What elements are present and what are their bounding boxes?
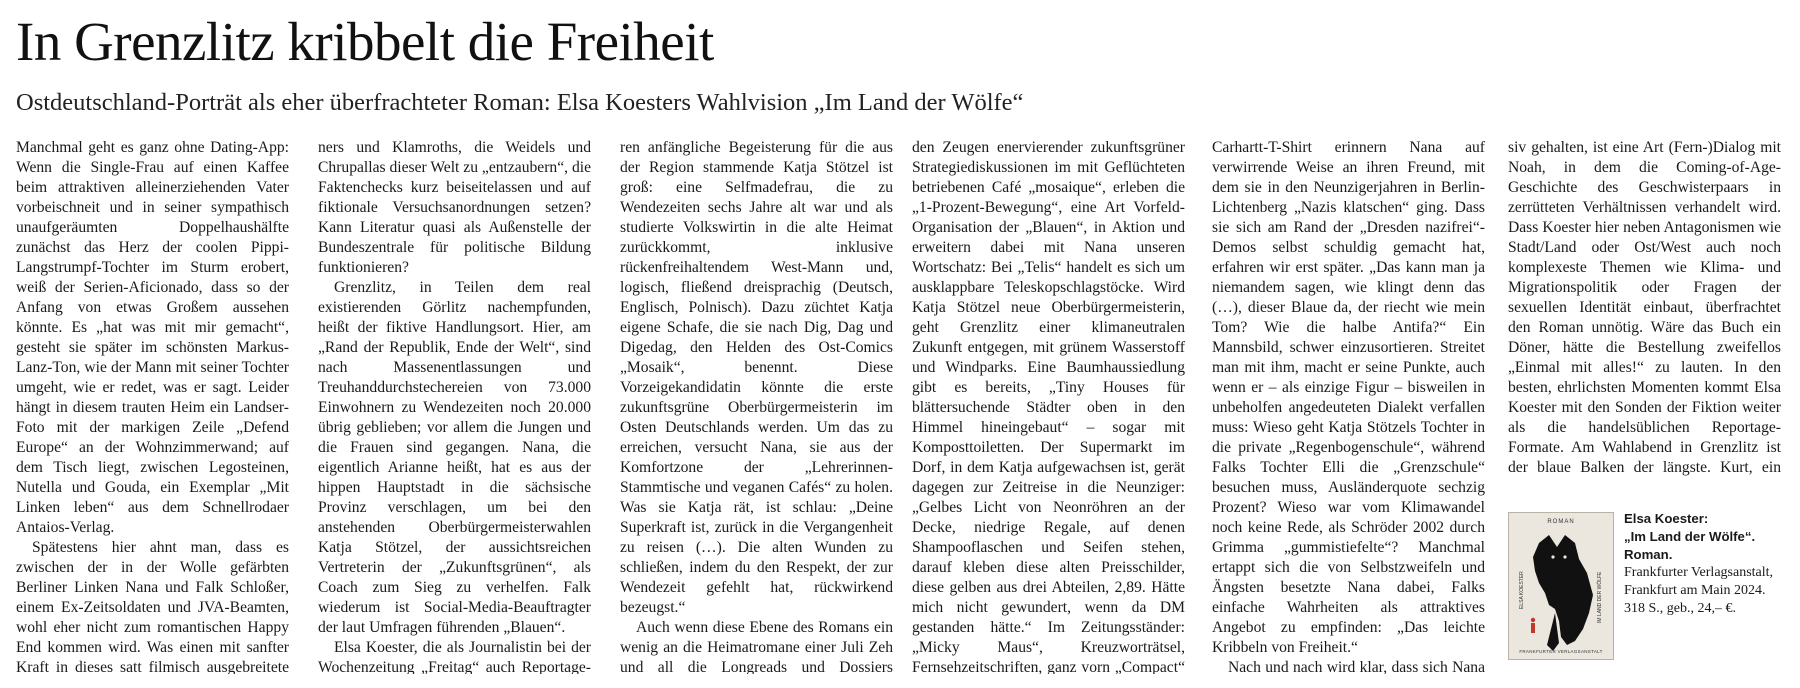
- paragraph: Spätestens hier ahnt man, dass es zwischen der in der Wolle gefärbten Berliner Linken Nana und Falk Schloßer, einem Ex-Zeitsoldaten und JVA-Beamten, wohl eher nicht zum romantischen Happy End kommen wird. Was einen mit sanfter Kraft in dieses satt filmisch ausgebreitete: [16, 539, 289, 674]
- text-column-2: [318, 138, 591, 674]
- paragraph: Manchmal geht es ganz ohne Dating-App: Wenn die Single-Frau auf einen Kaffee beim attraktiven alleinerziehenden Vater vorbeischneit und in seiner sympathisch unaufgeräumten Doppelhaushälfte zunächst das Herz der coolen Pippi-Langstrumpf-Tochter im Sturm erobert, weiß der Serien-Aficionado, dass so der Anfang von etwas Großem aussehen könnte. Es „hat was mit mir gemacht“, gesteht sie später im schönsten Markus-Lanz-Ton, wie der Mann mit seiner Tochter umgeht, wie er redet, was er sagt. Leider hängt in diesem trauten Heim ein Landser-Foto mit der markigen Zeile „Defend Europe“ an der Wohnzimmerwand; auf dem Tisch liegt, zwischen Legosteinen, Nutella und Gouda, ein Exemplar „Mit Linken leben“ aus dem Schnellrodaer Antaios-Verlag.: [16, 139, 289, 536]
- subheadline: Ostdeutschland-Porträt als eher überfrachteter Roman: Elsa Koesters Wahlvision „Im Land der Wölfe“: [16, 89, 1024, 116]
- paragraph: Nach und nach wird klar, dass sich Nana: [1228, 659, 1485, 674]
- paragraph: Elsa Koester, die als Journalistin bei der Wochenzeitung „Freitag“ auch Reportage-: [318, 639, 591, 674]
- paragraph: ners und Klamroths, die Weidels und Chrupallas dieser Welt zu „entzaubern“, die Faktenchecks kurz beiseitelassen und auf fiktionale Versuchsanordnungen setzen? Kann Literatur quasi als Außenstelle der Bundeszentrale für politische Bildung funktionieren?: [318, 139, 591, 276]
- book-place-year: Frankfurt am Main 2024.: [1624, 583, 1766, 598]
- headline: In Grenzlitz kribbelt die Freiheit: [16, 11, 714, 72]
- paragraph: ren anfängliche Begeisterung für die aus der Region stammende Katja Stötzel ist groß: eine Selfmadefrau, die zu Wendezeiten sechs Jahre alt war und als studierte Volkswirtin in die alte Heimat zurückkommt, inklusive rückenfreihaltendem West-Mann und, logisch, fließend dreisprachig (Deutsch, Englisch, Polnisch). Dazu züchtet Katja eigene Schafe, die sie nach Dig, Dag und Digedag, den Helden des Ost-Comics „Mosaik“, benennt. Diese Vorzeigekandidatin könnte die erste zukunftsgrüne Oberbürgermeisterin im Osten Deutschlands werden. Um das zu erreichen, versucht Nana, sie aus der Komfortzone der „Lehrerinnen-Stammtische und veganen Cafés“ zu holen. Was sie Katja rät, ist schlau: „Deine Superkraft ist, zurück in die Vergangenheit zu reisen (…). Die alten Wunden zu schließen, indem du den Respekt, der zur Wendezeit gefehlt hat, rückwirkend bezeugst.“: [620, 139, 893, 616]
- text-column-4: [912, 138, 1185, 674]
- paragraph: Grenzlitz, in Teilen dem real existierenden Görlitz nachempfunden, heißt der fiktive Handlungsort. Hier, am „Rand der Republik, Ende der Welt“, sind nach Massenentlassungen und Treuhanddurchstechereien von 73.000 Einwohnern zu Wendezeiten noch 20.000 übrig geblieben; vor allem die Jungen und die Frauen sind gegangen. Nana, die eigentlich Arianne heißt, hat es aus der hippen Hauptstadt in die sächsische Provinz verschlagen, um bei den anstehenden Oberbürgermeisterwahlen Katja Stötzel, der aussichtsreichen Vertreterin der „Zukunftsgrünen“, als Coach zum Sieg zu verhelfen. Falk wiederum ist Social-Media-Beauftragter der laut Umfragen führenden „Blauen“.: [318, 279, 591, 636]
- paragraph: siv gehalten, ist eine Art (Fern-)Dialog mit Noah, in dem die Coming-of-Age-Geschichte des Geschwisterpaars in zerrütteten Verhältnissen verhandelt wird. Dass Koester hier neben Antagonismen wie Stadt/Land oder Ost/West auch noch komplexeste Themen wie Klima- und Migrationspolitik oder Fragen der sexuellen Identität einbaut, überfrachtet den Roman unnötig. Wäre das Buch ein Döner, hätte die Bestellung zweifellos „Einmal mit alles!“ zu lauten. In den besten, ehrlichsten Momenten kommt Elsa Koester mit den Sonden der Fiktion weiter als die handelsüblichen Reportage-Formate. Am Wahlabend in Grenzlitz ist der blaue Balken der längste. Kurt, ein: [1508, 139, 1781, 476]
- book-title: „Im Land der Wölfe“.: [1624, 529, 1756, 544]
- book-publisher: Frankfurter Verlagsanstalt,: [1624, 565, 1774, 580]
- book-author: Elsa Koester:: [1624, 511, 1709, 526]
- cover-title-label: IM LAND DER WÖLFE: [1597, 571, 1603, 623]
- cover-publisher-label: FRANKFURTER VERLAGSANSTALT: [1519, 649, 1603, 654]
- paragraph: Carhartt-T-Shirt erinnern Nana auf verwirrende Weise an ihren Freund, mit dem sie in den Neunzigerjahren in Berlin-Lichtenberg „Nazis klatschen“ ging. Dass sie sich am Rand der „Dresden nazifrei“-Demos selbst schuldig gemacht hat, erfahren wir erst später. „Das kann man ja niemandem sagen, wie klingt denn das (…), dieser Blaue da, der riecht wie mein Tom? Wie die halbe Antifa?“ Ein Mannsbild, schwer einzusortieren. Streitet man mit ihm, macht er seine Punkte, auch wenn er – als einzige Figur – bisweilen in unbeholfen angedeuteten Dialekt verfallen muss: Wieso geht Katja Stötzels Tochter in die private „Regenbogenschule“, während Falks Tochter Elli die „Grenzschule“ besuchen muss, Ausländerquote sechzig Prozent? Wieso war vom Klimawandel noch keine Rede, als Schröder 2002 durch Grimma „gummistiefelte“? Manchmal ertappt sich die von Selbstzweifeln und Ängsten besetzte Nana dabei, Falks einfache Wahrheiten als attraktives Angebot zu empfinden: „Das leichte Kribbeln von Freiheit.“: [1212, 139, 1485, 656]
- cover-author-label: ELSA KOESTER: [1519, 571, 1525, 609]
- cover-genre-label: ROMAN: [1547, 519, 1575, 525]
- text-column-6: [1508, 138, 1781, 478]
- book-details: [1624, 510, 1788, 618]
- text-column-1: [16, 138, 289, 674]
- paragraph: den Zeugen enervierender zukunftsgrüner Strategiediskussionen im mit Geflüchteten betriebenen Café „mosaique“, erleben die „1-Prozent-Bewegung“, eine Art Vorfeld-Organisation der „Blauen“, in Aktion und erweitern dabei mit Nana unseren Wortschatz: Bei „Telis“ handelt es sich um ausklappbare Teleskopschlagstöcke. Wird Katja Stötzel neue Oberbürgermeisterin, geht Grenzlitz einer klimaneutralen Zukunft entgegen, mit grünem Wasserstoff und Windparks. Eine Baumhaussiedlung gibt es bereits, „Tiny Houses für blättersuchende Städter oben in den Himmel hineingebaut“ – sogar mit Komposttoiletten. Der Supermarkt im Dorf, in dem Katja aufgewachsen ist, gerät dagegen zur Zeitreise in die Neunziger: „Gelbes Licht von Neonröhren an der Decke, niedrige Regale, auf denen Shampooflaschen und Seifen stehen, darauf kleben diese alten Preisschilder, diese gelben aus drei Abteilen, 2,89. Hätte mich nicht gewundert, wenn da DM gestanden hätte.“ Im Zeitungsständer: „Micky Maus“, Kreuzworträtsel, Fernsehzeitschriften, ganz vorn „Compact“: [912, 139, 1185, 674]
- paragraph: Auch wenn diese Ebene des Romans ein wenig an die Heimatromane einer Juli Zeh und all die Longreads und Dossiers: [620, 619, 893, 674]
- book-genre: Roman.: [1624, 547, 1673, 562]
- wolf-illustration-icon: [1509, 513, 1614, 660]
- book-pages-price: 318 S., geb., 24,– €.: [1624, 601, 1736, 616]
- book-cover-image: [1508, 512, 1614, 660]
- text-column-5: [1212, 138, 1485, 674]
- text-column-3: [620, 138, 893, 674]
- book-info-box: [1508, 512, 1788, 662]
